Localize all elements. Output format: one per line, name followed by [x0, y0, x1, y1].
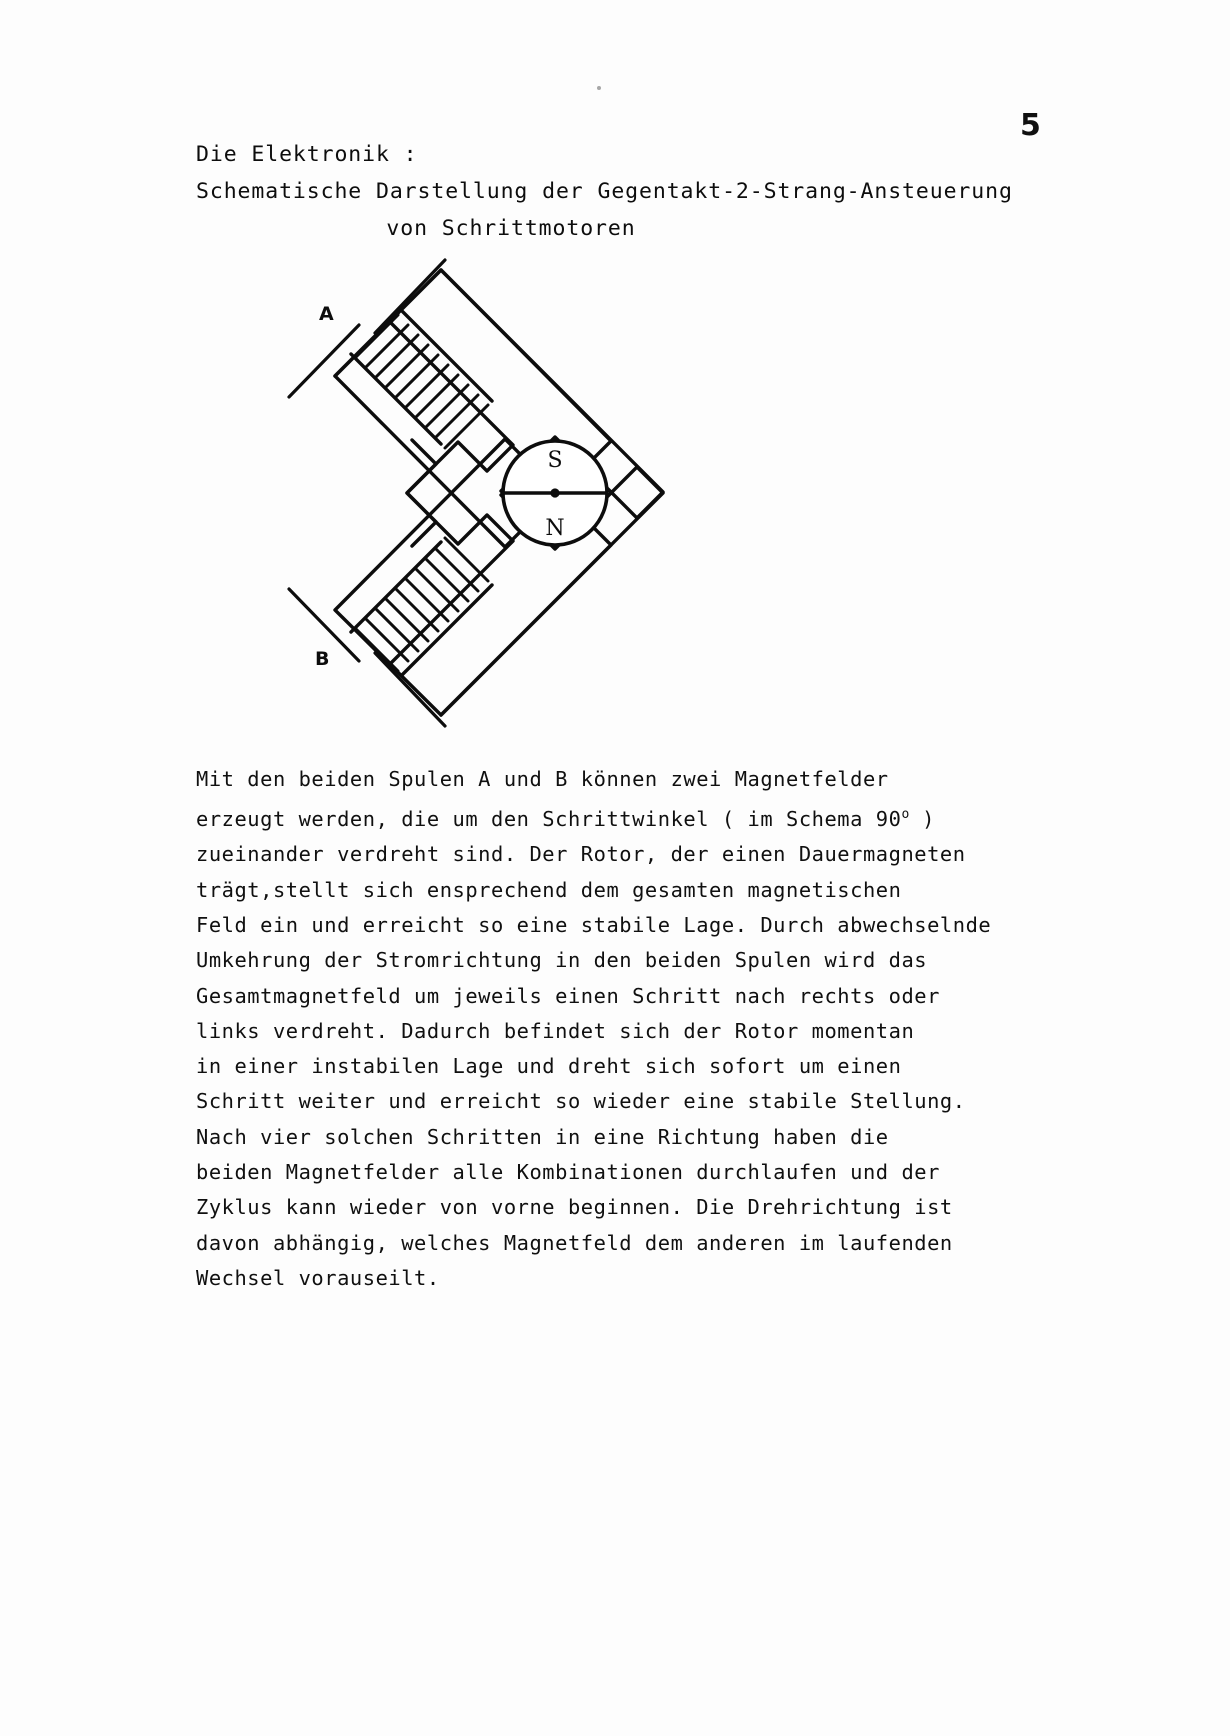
body-line: Schritt weiter und erreicht so wieder eine stabile Stellung.	[196, 1089, 966, 1114]
stator-outer-frame	[302, 270, 663, 715]
body-line: Zyklus kann wieder von vorne beginnen. Die Drehrichtung ist	[196, 1195, 953, 1220]
coil-b-lead-1	[375, 653, 445, 726]
body-line: Feld ein und erreicht so eine stabile Lage. Durch abwechselnde	[196, 912, 992, 937]
body-line: zueinander verdreht sind. Der Rotor, der einen Dauermagneten	[196, 842, 966, 867]
body-line: Umkehrung der Stromrichtung in den beiden Spulen wird das	[196, 948, 928, 973]
coil-b-label: B	[315, 648, 330, 670]
degree-symbol: o	[901, 807, 910, 823]
body-line: in einer instabilen Lage und dreht sich sofort um einen	[196, 1054, 902, 1079]
body-paragraph	[196, 762, 1076, 1296]
body-line: links verdreht. Dadurch befindet sich der Rotor momentan	[196, 1018, 915, 1043]
rotor-pole-north-label: N	[545, 516, 565, 541]
rotor-pole-south-label: S	[547, 448, 563, 473]
body-line: davon abhängig, welches Magnetfeld dem anderen im laufenden	[196, 1230, 953, 1255]
body-line-text: erzeugt werden, die um den Schrittwinkel ( im Schema 90	[196, 807, 902, 832]
core-a-inner-rail	[391, 323, 513, 546]
stepper-motor-diagram	[255, 245, 775, 745]
page-number: 5	[1020, 108, 1041, 143]
heading-line-3: von Schrittmotoren	[386, 216, 636, 241]
body-line	[196, 797, 1076, 837]
heading-line-2: Schematische Darstellung der Gegentakt-2-Strang-Ansteuerung	[196, 179, 1013, 204]
body-line-tail: )	[909, 807, 935, 832]
body-line: beiden Magnetfelder alle Kombinationen durchlaufen und der	[196, 1160, 940, 1185]
body-line: Mit den beiden Spulen A und B können zwei Magnetfelder	[196, 767, 889, 791]
body-line: Wechsel vorauseilt.	[196, 1265, 440, 1290]
rotor-shaft-dot	[550, 488, 559, 497]
body-line: trägt,stellt sich ensprechend dem gesamten magnetischen	[196, 877, 902, 902]
page-heading	[196, 136, 1026, 247]
coil-a-label: A	[319, 303, 334, 325]
coil-a-lead-1	[375, 260, 445, 333]
heading-line-1: Die Elektronik :	[196, 142, 418, 167]
body-line: Gesamtmagnetfeld um jeweils einen Schritt nach rechts oder	[196, 983, 940, 1008]
body-line: Nach vier solchen Schritten in eine Richtung haben die	[196, 1124, 889, 1149]
scan-speck	[597, 86, 601, 90]
core-b-inner-rail	[391, 440, 513, 663]
